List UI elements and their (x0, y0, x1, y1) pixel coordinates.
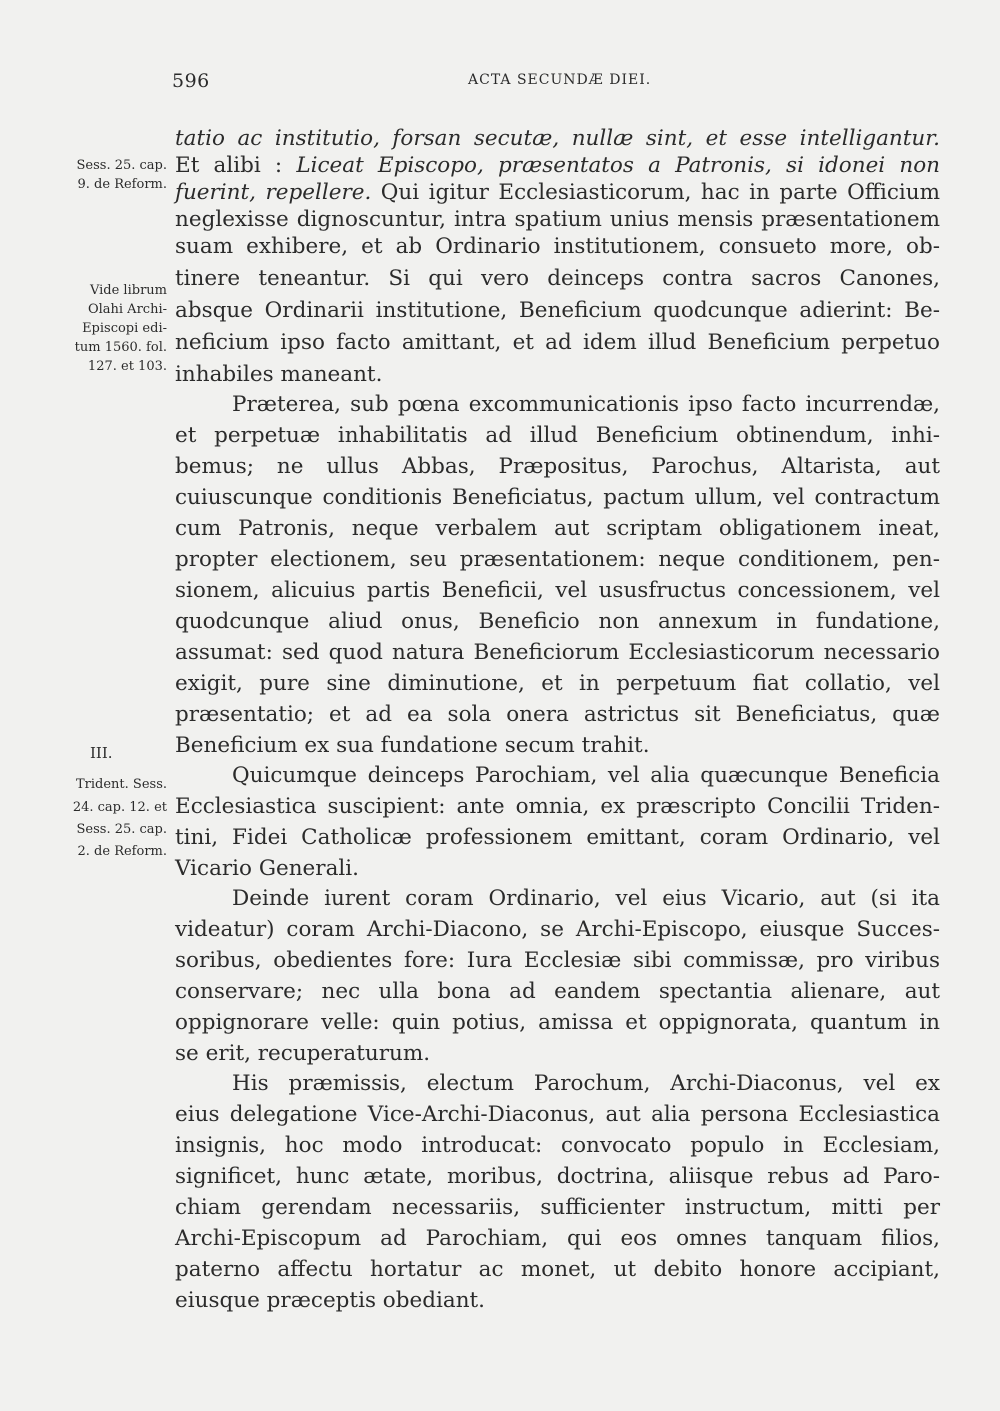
text-line: suam exhibere, et ab Ordinario institutionem, consueto more, ob- (175, 234, 940, 259)
text-line: oppignorare velle: quin potius, amissa et oppignorata, quantum in (175, 1010, 940, 1035)
text-line: tini, Fidei Catholicæ professionem emittant, coram Ordinario, vel (175, 825, 940, 850)
text-line: Præterea, sub pœna excommunicationis ipso facto incurrendæ, (232, 392, 940, 417)
text-line: Vicario Generali. (175, 856, 359, 881)
margin-note: Olahi Archi- (87, 302, 167, 317)
text-line: paterno affectu hortatur ac monet, ut debito honore accipiant, (175, 1257, 940, 1282)
text-line: Deinde iurent coram Ordinario, vel eius Vicario, aut (si ita (232, 886, 940, 911)
text-line: quodcunque aliud onus, Beneficio non annexum in fundatione, (175, 609, 940, 634)
margin-note: 24. cap. 12. et (72, 800, 167, 815)
text-line: significet, hunc ætate, moribus, doctrina, aliisque rebus ad Paro- (175, 1164, 940, 1189)
margin-note: Sess. 25. cap. (76, 158, 167, 173)
text-line: His præmissis, electum Parochum, Archi-Diaconus, vel ex (232, 1071, 940, 1096)
text-line (175, 180, 940, 205)
text-line: bemus; ne ullus Abbas, Præpositus, Parochus, Altarista, aut (175, 454, 940, 479)
margin-note: Trident. Sess. (76, 777, 167, 792)
text-line: eiusque præceptis obediant. (175, 1288, 486, 1313)
text-line: propter electionem, seu præsentationem: neque conditionem, pen- (175, 547, 940, 572)
text-line: sionem, alicuius partis Beneficii, vel ususfructus concessionem, vel (175, 578, 940, 603)
text-line: videatur) coram Archi-Diacono, se Archi-Episcopo, eiusque Succes- (175, 917, 940, 942)
text-line: Beneficium ex sua fundatione secum trahit. (175, 733, 650, 758)
text-segment: Qui igitur Ecclesiasticorum, hac in parte Officium (371, 180, 940, 205)
text-line: chiam gerendam necessariis, sufficienter instructum, mitti per (175, 1195, 940, 1220)
text-line: tatio ac institutio, forsan secutæ, nullæ sint, et esse intelligantur. (175, 126, 940, 151)
text-line: tinere teneantur. Si qui vero deinceps contra sacros Canones, (175, 266, 940, 291)
text-line: cum Patronis, neque verbalem aut scriptam obligationem ineat, (175, 516, 940, 541)
text-segment-italic: fuerint, repellere. (175, 180, 372, 205)
text-line: neglexisse dignoscuntur, intra spatium unius mensis præsentationem (175, 207, 940, 232)
text-line: cuiuscunque conditionis Beneficiatus, pactum ullum, vel contractum (175, 485, 940, 510)
text-line: soribus, obedientes fore: Iura Ecclesiæ sibi commissæ, pro viribus (175, 948, 940, 973)
text-segment: Et alibi : (175, 153, 297, 178)
text-line: absque Ordinarii institutione, Beneficium quodcunque adierint: Be- (175, 298, 940, 323)
margin-note: Episcopi edi- (82, 321, 167, 336)
text-line (175, 153, 940, 178)
text-line: neficium ipso facto amittant, et ad idem illud Beneficium perpetuo (175, 330, 940, 355)
page-number: 596 (172, 70, 210, 92)
text-line: exigit, pure sine diminutione, et in perpetuum fiat collatio, vel (175, 671, 940, 696)
text-segment-italic: Liceat Episcopo, præsentatos a Patronis, si idonei non (296, 153, 940, 178)
margin-note: Sess. 25. cap. (76, 822, 167, 837)
text-line: eius delegatione Vice-Archi-Diaconus, aut alia persona Ecclesiastica (175, 1102, 940, 1127)
text-line: se erit, recuperaturum. (175, 1041, 431, 1066)
margin-note: tum 1560. fol. (74, 340, 167, 355)
text-line: Archi-Episcopum ad Parochiam, qui eos omnes tanquam filios, (175, 1226, 940, 1251)
margin-note: 127. et 103. (87, 359, 167, 374)
running-title: ACTA SECUNDÆ DIEI. (468, 72, 652, 88)
margin-note: 9. de Reform. (77, 177, 167, 192)
margin-section-number: III. (90, 744, 113, 762)
text-line: Ecclesiastica suscipient: ante omnia, ex præscripto Concilii Triden- (175, 794, 940, 819)
text-line: conservare; nec ulla bona ad eandem spectantia alienare, aut (175, 979, 940, 1004)
text-line: insignis, hoc modo introducat: convocato populo in Ecclesiam, (175, 1133, 940, 1158)
text-line: præsentatio; et ad ea sola onera astrictus sit Beneficiatus, quæ (175, 702, 940, 727)
text-line: inhabiles maneant. (175, 362, 383, 387)
text-line: assumat: sed quod natura Beneficiorum Ecclesiasticorum necessario (175, 640, 940, 665)
margin-note: Vide librum (89, 283, 167, 298)
text-line: Quicumque deinceps Parochiam, vel alia quæcunque Beneficia (232, 763, 940, 788)
margin-note: 2. de Reform. (77, 844, 167, 859)
text-line: et perpetuæ inhabilitatis ad illud Beneficium obtinendum, inhi- (175, 423, 940, 448)
